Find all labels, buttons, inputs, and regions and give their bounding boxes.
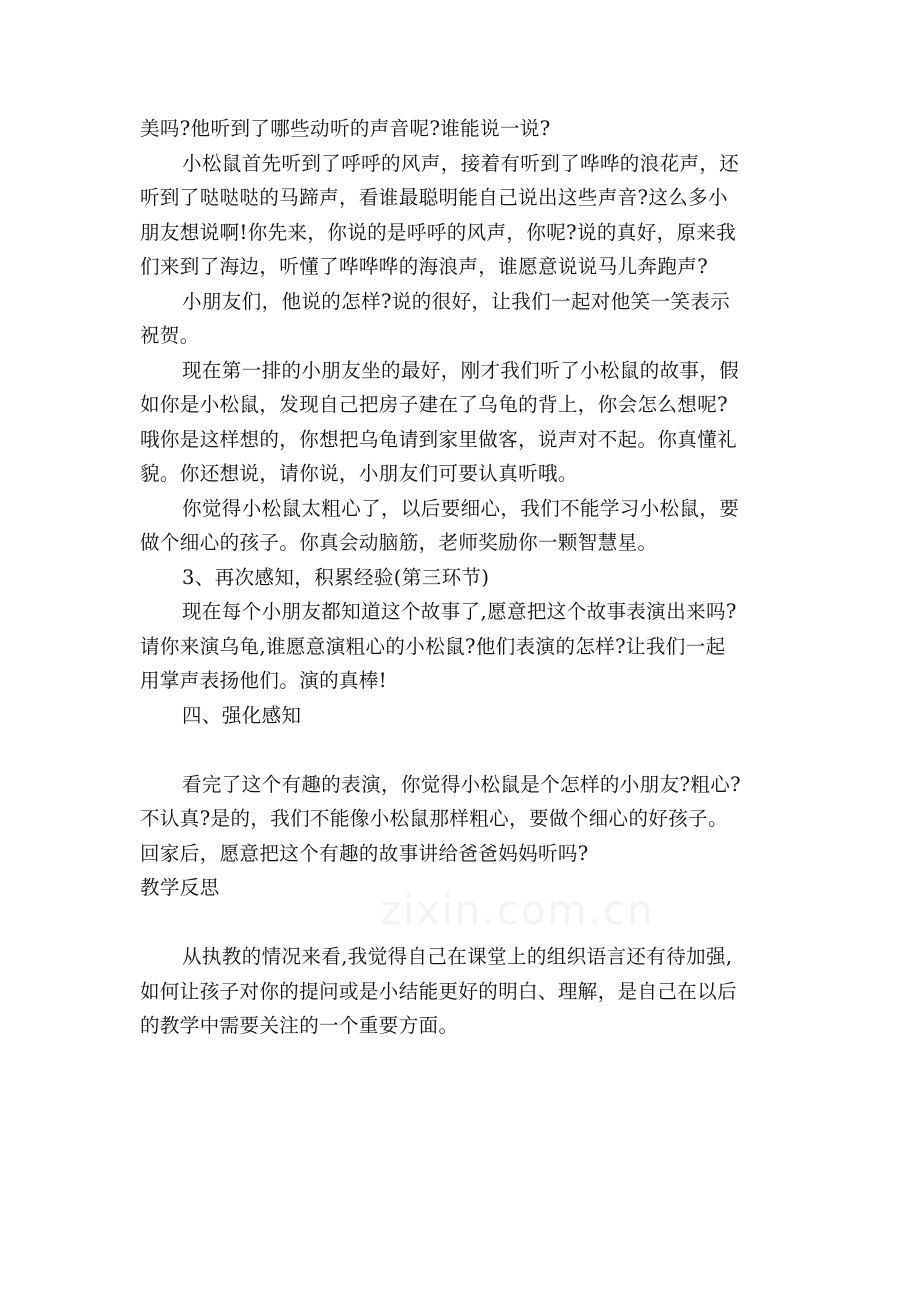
text-line: 回家后，愿意把这个有趣的故事讲给爸爸妈妈听吗? — [140, 841, 589, 865]
text-line: 们来到了海边，听懂了哗哗哗的海浪声，谁愿意说说马儿奔跑声? — [140, 255, 709, 278]
text-line: 如你是小松鼠，发现自己把房子建在了乌龟的背上，你会怎么想呢? — [140, 393, 728, 416]
text-line: 小松鼠首先听到了呼呼的风声，接着有听到了哗哗的浪花声，还 — [182, 151, 740, 175]
text-line: 你觉得小松鼠太粗心了，以后要细心，我们不能学习小松鼠，要 — [182, 496, 740, 520]
section-heading: 教学反思 — [140, 876, 220, 899]
text-line: 美吗?他听到了哪些动听的声音呢?谁能说一说? — [140, 117, 551, 140]
blank-line — [140, 733, 780, 768]
text-line: 祝贺。 — [140, 324, 200, 347]
document-page — [140, 112, 780, 1044]
text-line: 哦你是这样想的，你想把乌龟请到家里做客，说声对不起。你真懂礼 — [140, 427, 738, 451]
text-line: 现在每个小朋友都知道这个故事了,愿意把这个故事表演出来吗? — [182, 600, 737, 623]
text-line: 现在第一排的小朋友坐的最好，刚才我们听了小松鼠的故事，假 — [182, 358, 740, 382]
text-line: 朋友想说啊!你先来，你说的是呼呼的风声，你呢?说的真好，原来我 — [140, 220, 737, 244]
text-line: 听到了哒哒哒的马蹄声，看谁最聪明能自己说出这些声音?这么多小 — [140, 186, 728, 209]
text-line: 貌。你还想说，请你说，小朋友们可要认真听哦。 — [140, 462, 578, 485]
text-line: 看完了这个有趣的表演，你觉得小松鼠是个怎样的小朋友?粗心? — [182, 772, 742, 796]
section-heading: 3、再次感知，积累经验(第三环节) — [182, 565, 490, 589]
text-line: 做个细心的孩子。你真会动脑筋，老师奖励你一颗智慧星。 — [140, 531, 658, 554]
section-heading: 四、强化感知 — [182, 703, 302, 727]
text-line: 不认真?是的，我们不能像小松鼠那样粗心，要做个细心的好孩子。 — [140, 807, 728, 830]
watermark: zixin.com.cn — [380, 888, 655, 934]
text-line: 如何让孩子对你的提问或是小结能更好的明白、理解，是自己在以后 — [140, 979, 738, 1003]
text-line: 小朋友们，他说的怎样?说的很好，让我们一起对他笑一笑表示 — [182, 289, 731, 313]
text-line: 从执教的情况来看,我觉得自己在课堂上的组织语言还有待加强, — [182, 945, 733, 968]
text-line: 用掌声表扬他们。演的真棒! — [140, 669, 388, 692]
text-line: 的教学中需要关注的一个重要方面。 — [140, 1014, 459, 1037]
blank-line — [140, 906, 780, 941]
text-line: 请你来演乌龟,谁愿意演粗心的小松鼠?他们表演的怎样?让我们一起 — [140, 634, 726, 658]
